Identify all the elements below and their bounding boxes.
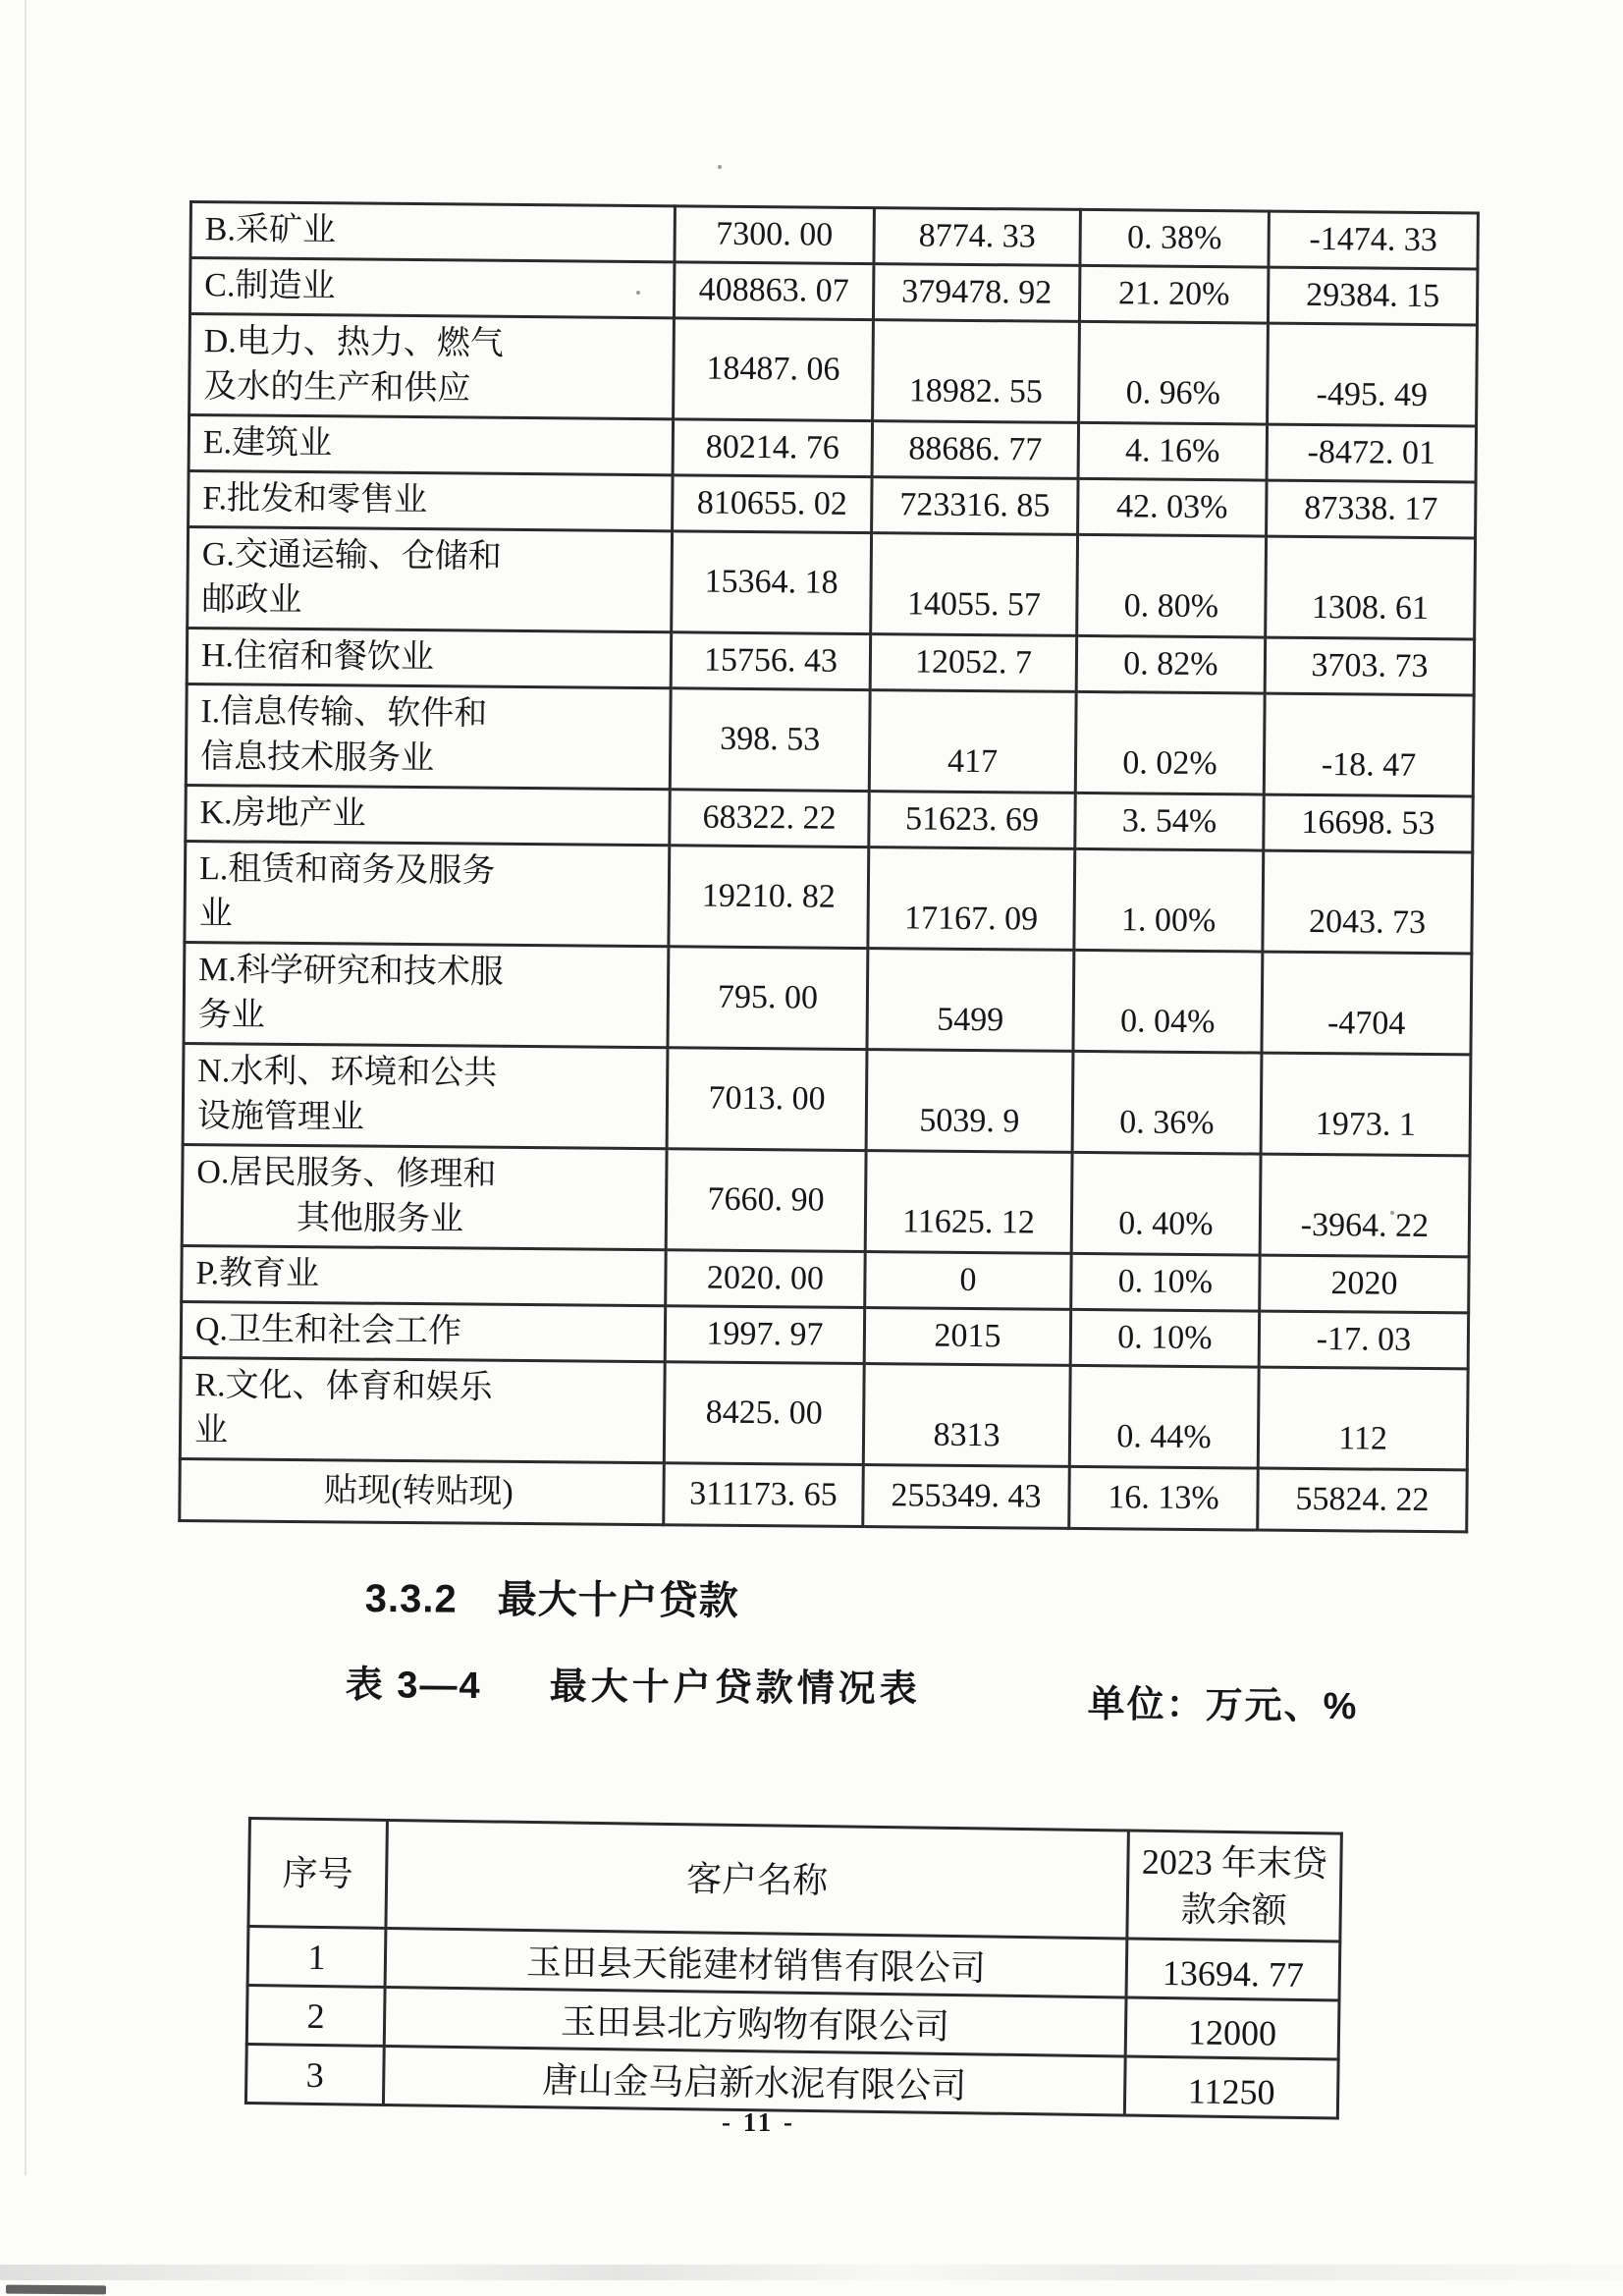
prev-balance-cell: 8313 <box>863 1364 1070 1467</box>
industry-name-cell: P.教育业 <box>182 1245 666 1305</box>
change-cell: 16698. 53 <box>1264 794 1473 852</box>
industry-name-cell: I.信息传输、软件和 信息技术服务业 <box>186 683 671 789</box>
industry-name-cell: D.电力、热力、燃气 及水的生产和供应 <box>189 314 675 419</box>
pct-cell: 0. 96% <box>1079 321 1269 424</box>
seq-cell: 2 <box>246 1986 385 2047</box>
table-row <box>184 942 1472 1054</box>
industry-name-cell: 贴现(转贴现) <box>180 1458 665 1524</box>
change-cell: 2020 <box>1260 1255 1469 1313</box>
pct-cell: 3. 54% <box>1075 793 1264 850</box>
scan-edge-line <box>25 0 27 2175</box>
prev-balance-cell: 88686. 77 <box>872 421 1078 479</box>
loan-balance-cell: 408863. 07 <box>674 262 873 320</box>
loan-balance-cell: 80214. 76 <box>673 419 872 477</box>
table-row <box>180 1458 1467 1531</box>
prev-balance-cell: 255349. 43 <box>863 1465 1070 1529</box>
customer-name-header: 客户名称 <box>386 1820 1128 1939</box>
change-cell: 87338. 17 <box>1267 480 1476 538</box>
loan-balance-cell: 18487. 06 <box>674 318 874 421</box>
change-cell: 1308. 61 <box>1266 536 1476 639</box>
pct-cell: 0. 38% <box>1080 209 1269 267</box>
industry-loan-table <box>178 200 1480 1533</box>
loan-balance-cell: 810655. 02 <box>673 475 872 533</box>
table-caption <box>345 1654 1485 1728</box>
change-cell: 112 <box>1258 1367 1468 1470</box>
change-cell: -1474. 33 <box>1269 211 1478 269</box>
table-row <box>183 1043 1471 1155</box>
pct-cell: 42. 03% <box>1078 478 1267 536</box>
industry-name-cell: N.水利、环境和公共 设施管理业 <box>183 1043 668 1148</box>
industry-name-cell: K.房地产业 <box>186 785 670 845</box>
table-row <box>189 314 1478 426</box>
balance-cell: 12000 <box>1125 1997 1339 2059</box>
table-row <box>180 1357 1468 1469</box>
pct-cell: 0. 04% <box>1073 950 1263 1053</box>
loan-balance-cell: 1997. 97 <box>665 1306 864 1364</box>
loan-balance-cell: 15756. 43 <box>671 632 870 690</box>
customer-name-cell: 唐山金马启新水泥有限公司 <box>383 2046 1125 2115</box>
pct-cell: 21. 20% <box>1079 265 1268 323</box>
change-cell: 29384. 15 <box>1268 267 1477 325</box>
seq-cell: 1 <box>247 1927 386 1988</box>
industry-name-cell: E.建筑业 <box>189 415 673 475</box>
change-cell: -495. 49 <box>1268 323 1478 426</box>
loan-balance-cell: 398. 53 <box>670 688 870 792</box>
pct-cell: 0. 10% <box>1071 1253 1260 1311</box>
loan-balance-cell: 8425. 00 <box>664 1362 864 1465</box>
prev-balance-cell: 11625. 12 <box>865 1151 1072 1254</box>
change-cell: -18. 47 <box>1264 693 1474 796</box>
industry-name-cell: R.文化、体育和娱乐 业 <box>180 1357 665 1462</box>
table-row <box>185 841 1473 953</box>
pct-cell: 0. 36% <box>1072 1051 1262 1154</box>
pct-cell: 4. 16% <box>1078 422 1267 480</box>
prev-balance-cell: 18982. 55 <box>873 320 1080 423</box>
pct-cell: 0. 02% <box>1075 691 1265 794</box>
prev-balance-cell: 8774. 33 <box>874 208 1080 266</box>
loan-balance-cell: 311173. 65 <box>664 1463 864 1527</box>
seq-cell: 3 <box>245 2044 384 2105</box>
change-cell: -3964. 22 <box>1260 1154 1470 1257</box>
table-header-row <box>248 1819 1341 1942</box>
table-row <box>188 527 1476 639</box>
prev-balance-cell: 2015 <box>864 1308 1070 1366</box>
loan-balance-cell: 795. 00 <box>668 947 868 1050</box>
industry-name-cell: Q.卫生和社会工作 <box>181 1301 665 1361</box>
prev-balance-cell: 417 <box>869 690 1076 793</box>
prev-balance-cell: 12052. 7 <box>870 634 1076 692</box>
loan-balance-cell: 7660. 90 <box>666 1149 866 1252</box>
top10-loans-table <box>244 1817 1343 2120</box>
page-number: - 11 - <box>722 2107 795 2137</box>
change-cell: -8472. 01 <box>1267 424 1476 482</box>
industry-name-cell: F.批发和零售业 <box>189 471 673 531</box>
pct-cell: 0. 10% <box>1070 1309 1259 1367</box>
table-row <box>186 683 1474 795</box>
industry-name-cell: H.住宿和餐饮业 <box>187 628 671 687</box>
prev-balance-cell: 0 <box>865 1252 1071 1310</box>
balance-header: 2023 年末贷 款余额 <box>1127 1831 1342 1941</box>
section-heading: 3.3.2 最大十户贷款 <box>364 1576 739 1623</box>
loan-balance-cell: 2020. 00 <box>666 1250 865 1308</box>
loan-balance-cell: 7013. 00 <box>667 1048 867 1151</box>
balance-cell: 11250 <box>1124 2056 1338 2118</box>
table-caption-title: 最大十户贷款情况表 <box>549 1666 921 1711</box>
change-cell: 3703. 73 <box>1265 637 1474 695</box>
industry-name-cell: O.居民服务、修理和 其他服务业 <box>182 1144 667 1249</box>
scan-speck <box>718 165 722 169</box>
change-cell: 2043. 73 <box>1263 850 1473 954</box>
customer-name-cell: 玉田县北方购物有限公司 <box>384 1987 1126 2056</box>
seq-header: 序号 <box>248 1819 388 1929</box>
scan-noise-band <box>0 2265 1623 2280</box>
pct-cell: 0. 44% <box>1069 1365 1259 1468</box>
table-row <box>182 1144 1470 1256</box>
change-cell: -17. 03 <box>1259 1311 1468 1369</box>
prev-balance-cell: 17167. 09 <box>868 847 1075 951</box>
balance-cell: 13694. 77 <box>1126 1939 1340 2000</box>
loan-balance-cell: 68322. 22 <box>670 790 869 847</box>
loan-balance-cell: 15364. 18 <box>672 531 872 634</box>
industry-name-cell: C.制造业 <box>189 258 674 318</box>
table-caption-label: 表 3—4 <box>345 1664 482 1708</box>
loan-balance-cell: 7300. 00 <box>675 206 874 264</box>
industry-name-cell: M.科学研究和技术服 务业 <box>184 942 669 1047</box>
pct-cell: 1. 00% <box>1074 848 1264 952</box>
pct-cell: 0. 80% <box>1077 534 1267 637</box>
prev-balance-cell: 5499 <box>867 949 1074 1052</box>
change-cell: 1973. 1 <box>1261 1053 1471 1156</box>
industry-name-cell: L.租赁和商务及服务 业 <box>185 841 670 946</box>
table-caption-unit: 单位：万元、% <box>1087 1683 1359 1728</box>
prev-balance-cell: 51623. 69 <box>869 792 1075 849</box>
loan-balance-cell: 19210. 82 <box>669 846 869 949</box>
industry-name-cell: G.交通运输、仓储和 邮政业 <box>188 527 673 632</box>
industry-name-cell: B.采矿业 <box>190 202 675 262</box>
pct-cell: 0. 82% <box>1076 635 1265 693</box>
pct-cell: 0. 40% <box>1071 1152 1261 1255</box>
prev-balance-cell: 14055. 57 <box>871 533 1078 636</box>
change-cell: -4704 <box>1262 952 1472 1055</box>
scan-corner-streak <box>6 2285 106 2295</box>
prev-balance-cell: 5039. 9 <box>866 1050 1073 1153</box>
pct-cell: 16. 13% <box>1069 1466 1259 1530</box>
change-cell: 55824. 22 <box>1258 1468 1468 1532</box>
customer-name-cell: 玉田县天能建材销售有限公司 <box>385 1928 1127 1997</box>
prev-balance-cell: 379478. 92 <box>873 264 1079 322</box>
prev-balance-cell: 723316. 85 <box>872 477 1078 535</box>
